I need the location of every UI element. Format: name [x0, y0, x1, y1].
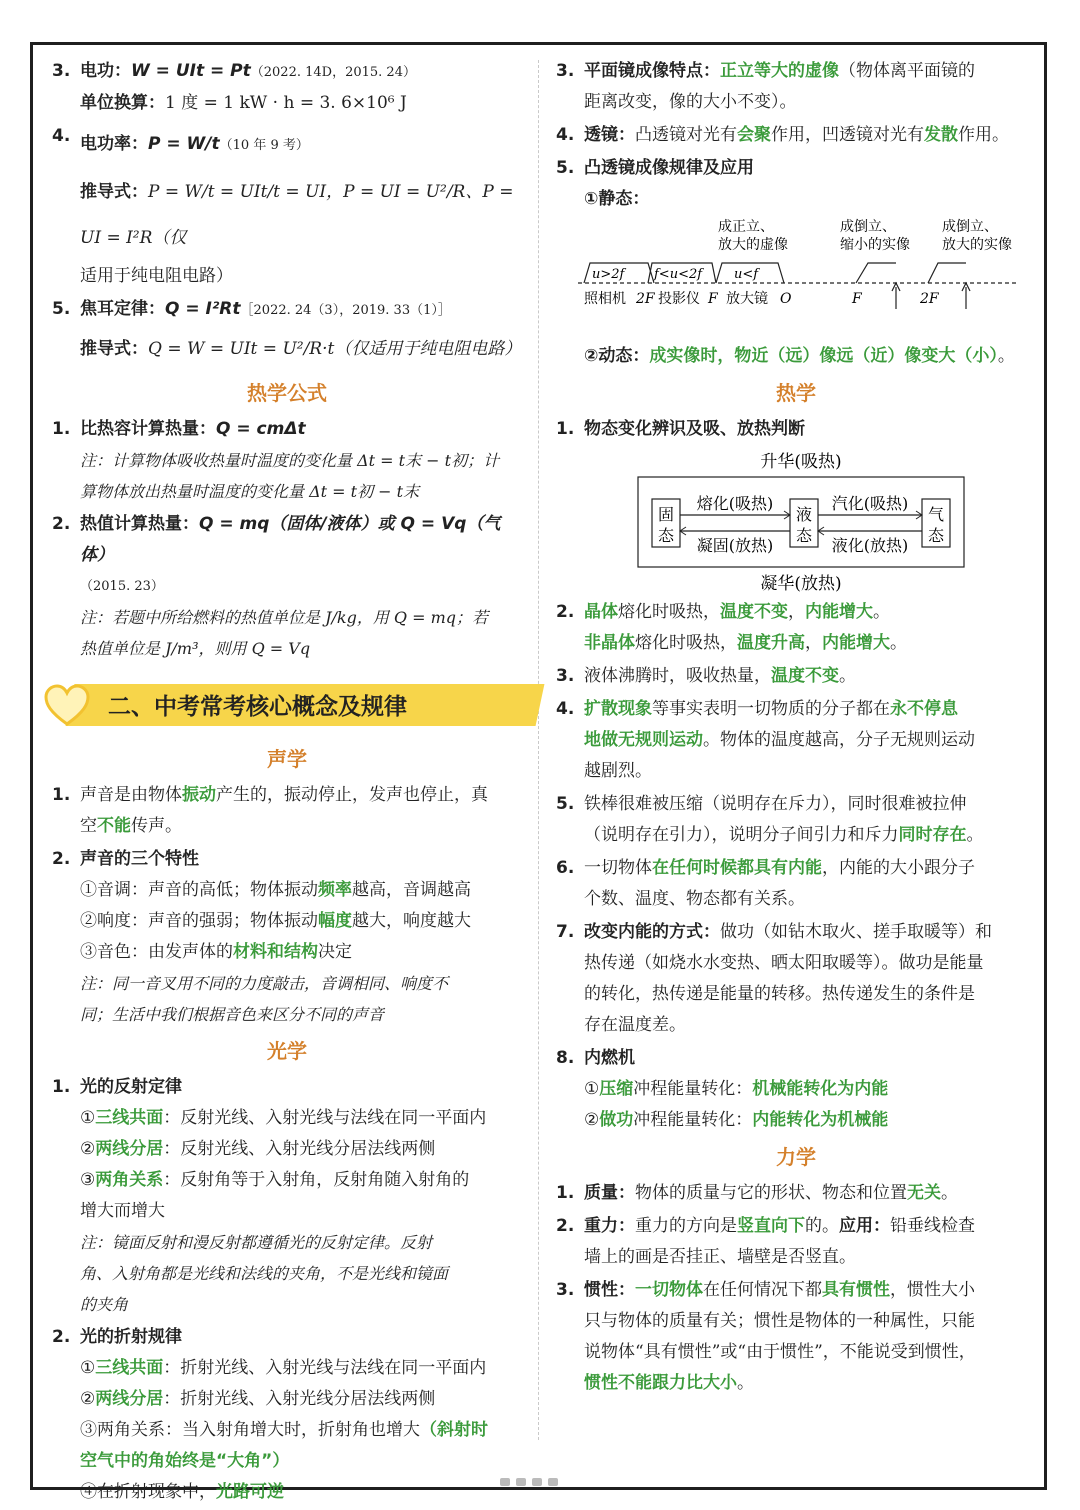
list-item: 4. 扩散现象等事实表明一切物质的分子都在永不停息 地做无规则运动。物体的温度越高，分子无规则运动 越剧烈。: [556, 699, 975, 781]
segment-label-3: u<f: [734, 267, 759, 282]
section-title-thermal: 热学: [776, 381, 816, 405]
banner-title: 二、中考常考核心概念及规律: [108, 694, 407, 720]
list-item: 5. 铁棒很难被压缩（说明存在斥力），同时很难被拉伸 （说明存在引力），说明分子间引力和斥力同时存在。: [556, 794, 984, 845]
list-item: 1. 声音是由物体振动产生的，振动停止，发声也停止，真 空不能传声。: [52, 785, 488, 836]
label-freezing: 凝固(放热): [696, 536, 774, 555]
list-item: 4. 电功率：P = W/t（10 年 9 考） 推导式：P = W/t = UIt/t = UI，P = UI = U²/R、P = UI = I²R（仅 适用于纯电阻电路）: [52, 126, 514, 286]
chapter-banner: [40, 682, 522, 728]
list-item: 3. 液体沸腾时，吸收热量，温度不变。: [556, 666, 856, 686]
segment-label-1: u>2f: [592, 267, 625, 282]
label-big-real-top: 成倒立、: [942, 219, 998, 235]
list-item: 5. 焦耳定律：Q = I²Rt［2022. 24（3），2019. 33（1）］ 推导式：Q = W = UIt = U²/R·t（仅适用于纯电阻电路）: [52, 299, 522, 359]
list-item: 1. 光的反射定律 ①三线共面：反射光线、入射光线与法线在同一平面内 ②两线分居：反射光线、入射光线分居法线两侧 ③两角关系：反射角等于入射角，反射角随入射角的 增大而增大 注：镜面反射和漫反射都遵循光的反射定律。反射 角、入射角都是光线和法线的夹角，不是光线和镜面 的夹角: [52, 1077, 487, 1314]
list-item: 2. 晶体熔化时吸热，温度不变，内能增大。 非晶体熔化时吸热，温度升高，内能增大。: [556, 602, 907, 653]
label-vaporizing: 汽化(吸热): [831, 494, 909, 513]
list-item: 7. 改变内能的方式：做功（如钻木取火、搓手取暖等）和 热传递（如烧水水变热、晒太阳取暖等）。做功是能量 的转化，热传递是能量的转移。热传递发生的条件是 存在温度差。: [556, 922, 992, 1035]
right-column: [556, 56, 1036, 1401]
label-liquid-2: 态: [795, 526, 813, 545]
label-gas-2: 态: [927, 526, 945, 545]
label-solid: 固: [657, 505, 675, 524]
label-camera: 照相机: [584, 291, 626, 307]
list-item: 2. 热值计算热量：Q = mq（固体/液体）或 Q = Vq（气体） （2015. 23） 注：若题中所给燃料的热值单位是 J/kg，用 Q = mq；若 热值单位是 J/m³，则用 Q = Vq: [52, 514, 501, 658]
list-item: 2. 重力：重力的方向是竖直向下的。应用：铅垂线检查 墙上的画是否挂正、墙壁是否竖直。: [556, 1216, 975, 1267]
label-condensing: 液化(放热): [831, 536, 909, 555]
label-small-real-top: 成倒立、: [840, 219, 896, 235]
segment-label-2: f<u<2f: [654, 267, 703, 282]
section-title-heat-formulas: 热学公式: [247, 381, 327, 405]
label-2F-right: 2F: [920, 291, 939, 307]
label-magnifier: 放大镜: [726, 291, 768, 307]
list-item: 8. 内燃机 ①压缩冲程能量转化：机械能转化为内能 ②做功冲程能量转化：内能转化为机械能: [556, 1048, 889, 1130]
section-title-mechanics: 力学: [776, 1145, 816, 1169]
lens-diagram-svg: [556, 217, 1026, 337]
heart-icon: [44, 684, 90, 726]
dynamic-rule: ②动态：成实像时，物近（远）像远（近）像变大（小）。: [584, 346, 1015, 366]
label-virtual-bottom: 放大的虚像: [718, 237, 788, 253]
phase-diagram-svg: [556, 447, 1026, 597]
label-virtual-top: 成正立、: [718, 219, 774, 235]
label-solid-2: 态: [657, 526, 675, 545]
label-big-real-bottom: 放大的实像: [942, 237, 1012, 253]
page-footer-marks: [500, 1478, 580, 1486]
left-column: [52, 56, 522, 1510]
phase-change-diagram: [556, 447, 1036, 597]
label-gas: 气: [927, 505, 945, 524]
list-item: 3. 惯性：一切物体在任何情况下都具有惯性，惯性大小 只与物体的质量有关；惯性是物体的一种属性，只能 说物体“具有惯性”或“由于惯性”，不能说受到惯性， 惯性不能跟力比大小。: [556, 1280, 976, 1393]
list-item: 3. 电功：W = UIt = Pt（2022. 14D，2015. 24） 单位换算：1 度 = 1 kW · h = 3. 6×10⁶ J: [52, 61, 416, 113]
list-item: 1. 比热容计算热量：Q = cmΔt 注：计算物体吸收热量时温度的变化量 Δt = t末 − t初；计 算物体放出热量时温度的变化量 Δt = t初 − t末: [52, 419, 500, 501]
list-item: 6. 一切物体在任何时候都具有内能，内能的大小跟分子 个数、温度、物态都有关系。: [556, 858, 975, 909]
label-liquid: 液: [795, 505, 813, 524]
list-item: 2. 声音的三个特性 ①音调：声音的高低；物体振动频率越高，音调越高 ②响度：声音的强弱；物体振动幅度越大，响度越大 ③音色：由发声体的材料和结构决定 注：同一音叉用不同的力度敲击，音调相同、响度不 同；生活中我们根据音色来区分不同的声音: [52, 849, 471, 1024]
lens-imaging-diagram: [556, 217, 1036, 337]
list-item: 1. 物态变化辨识及吸、放热判断: [556, 419, 805, 439]
label-O: O: [780, 291, 792, 307]
footer-mark: [548, 1478, 558, 1486]
label-melting: 熔化(吸热): [696, 494, 774, 513]
list-item: 4. 透镜：凸透镜对光有会聚作用，凹透镜对光有发散作用。: [556, 125, 1009, 145]
list-item: 3. 平面镜成像特点：正立等大的虚像（物体离平面镜的 距离改变，像的大小不变）。: [556, 61, 975, 112]
label-deposition: 凝华(放热): [760, 574, 842, 594]
footer-mark: [516, 1478, 526, 1486]
label-sublimation: 升华(吸热): [760, 452, 842, 472]
section-title-optics: 光学: [267, 1039, 307, 1063]
label-2F-left: 2F: [636, 291, 655, 307]
list-item: 1. 质量：物体的质量与它的形状、物态和位置无关。: [556, 1183, 958, 1203]
label-projector: 投影仪: [658, 291, 700, 307]
footer-mark: [532, 1478, 542, 1486]
footer-mark: [500, 1478, 510, 1486]
label-small-real-bottom: 缩小的实像: [840, 237, 910, 253]
right-segment-2: [928, 263, 966, 283]
list-item: 5. 凸透镜成像规律及应用 ①静态：: [556, 158, 754, 209]
list-item: 2. 光的折射规律 ①三线共面：折射光线、入射光线与法线在同一平面内 ②两线分居：折射光线、入射光线分居法线两侧 ③两角关系：当入射角增大时，折射角也增大（斜射时 空气中的角始终是“大角”） ④在折射现象中，光路可逆: [52, 1327, 488, 1502]
label-F-left: F: [708, 291, 718, 307]
section-title-acoustics: 声学: [267, 747, 307, 771]
column-divider: [538, 60, 539, 1440]
label-F-right: F: [852, 291, 862, 307]
right-segment-1: [856, 263, 896, 283]
